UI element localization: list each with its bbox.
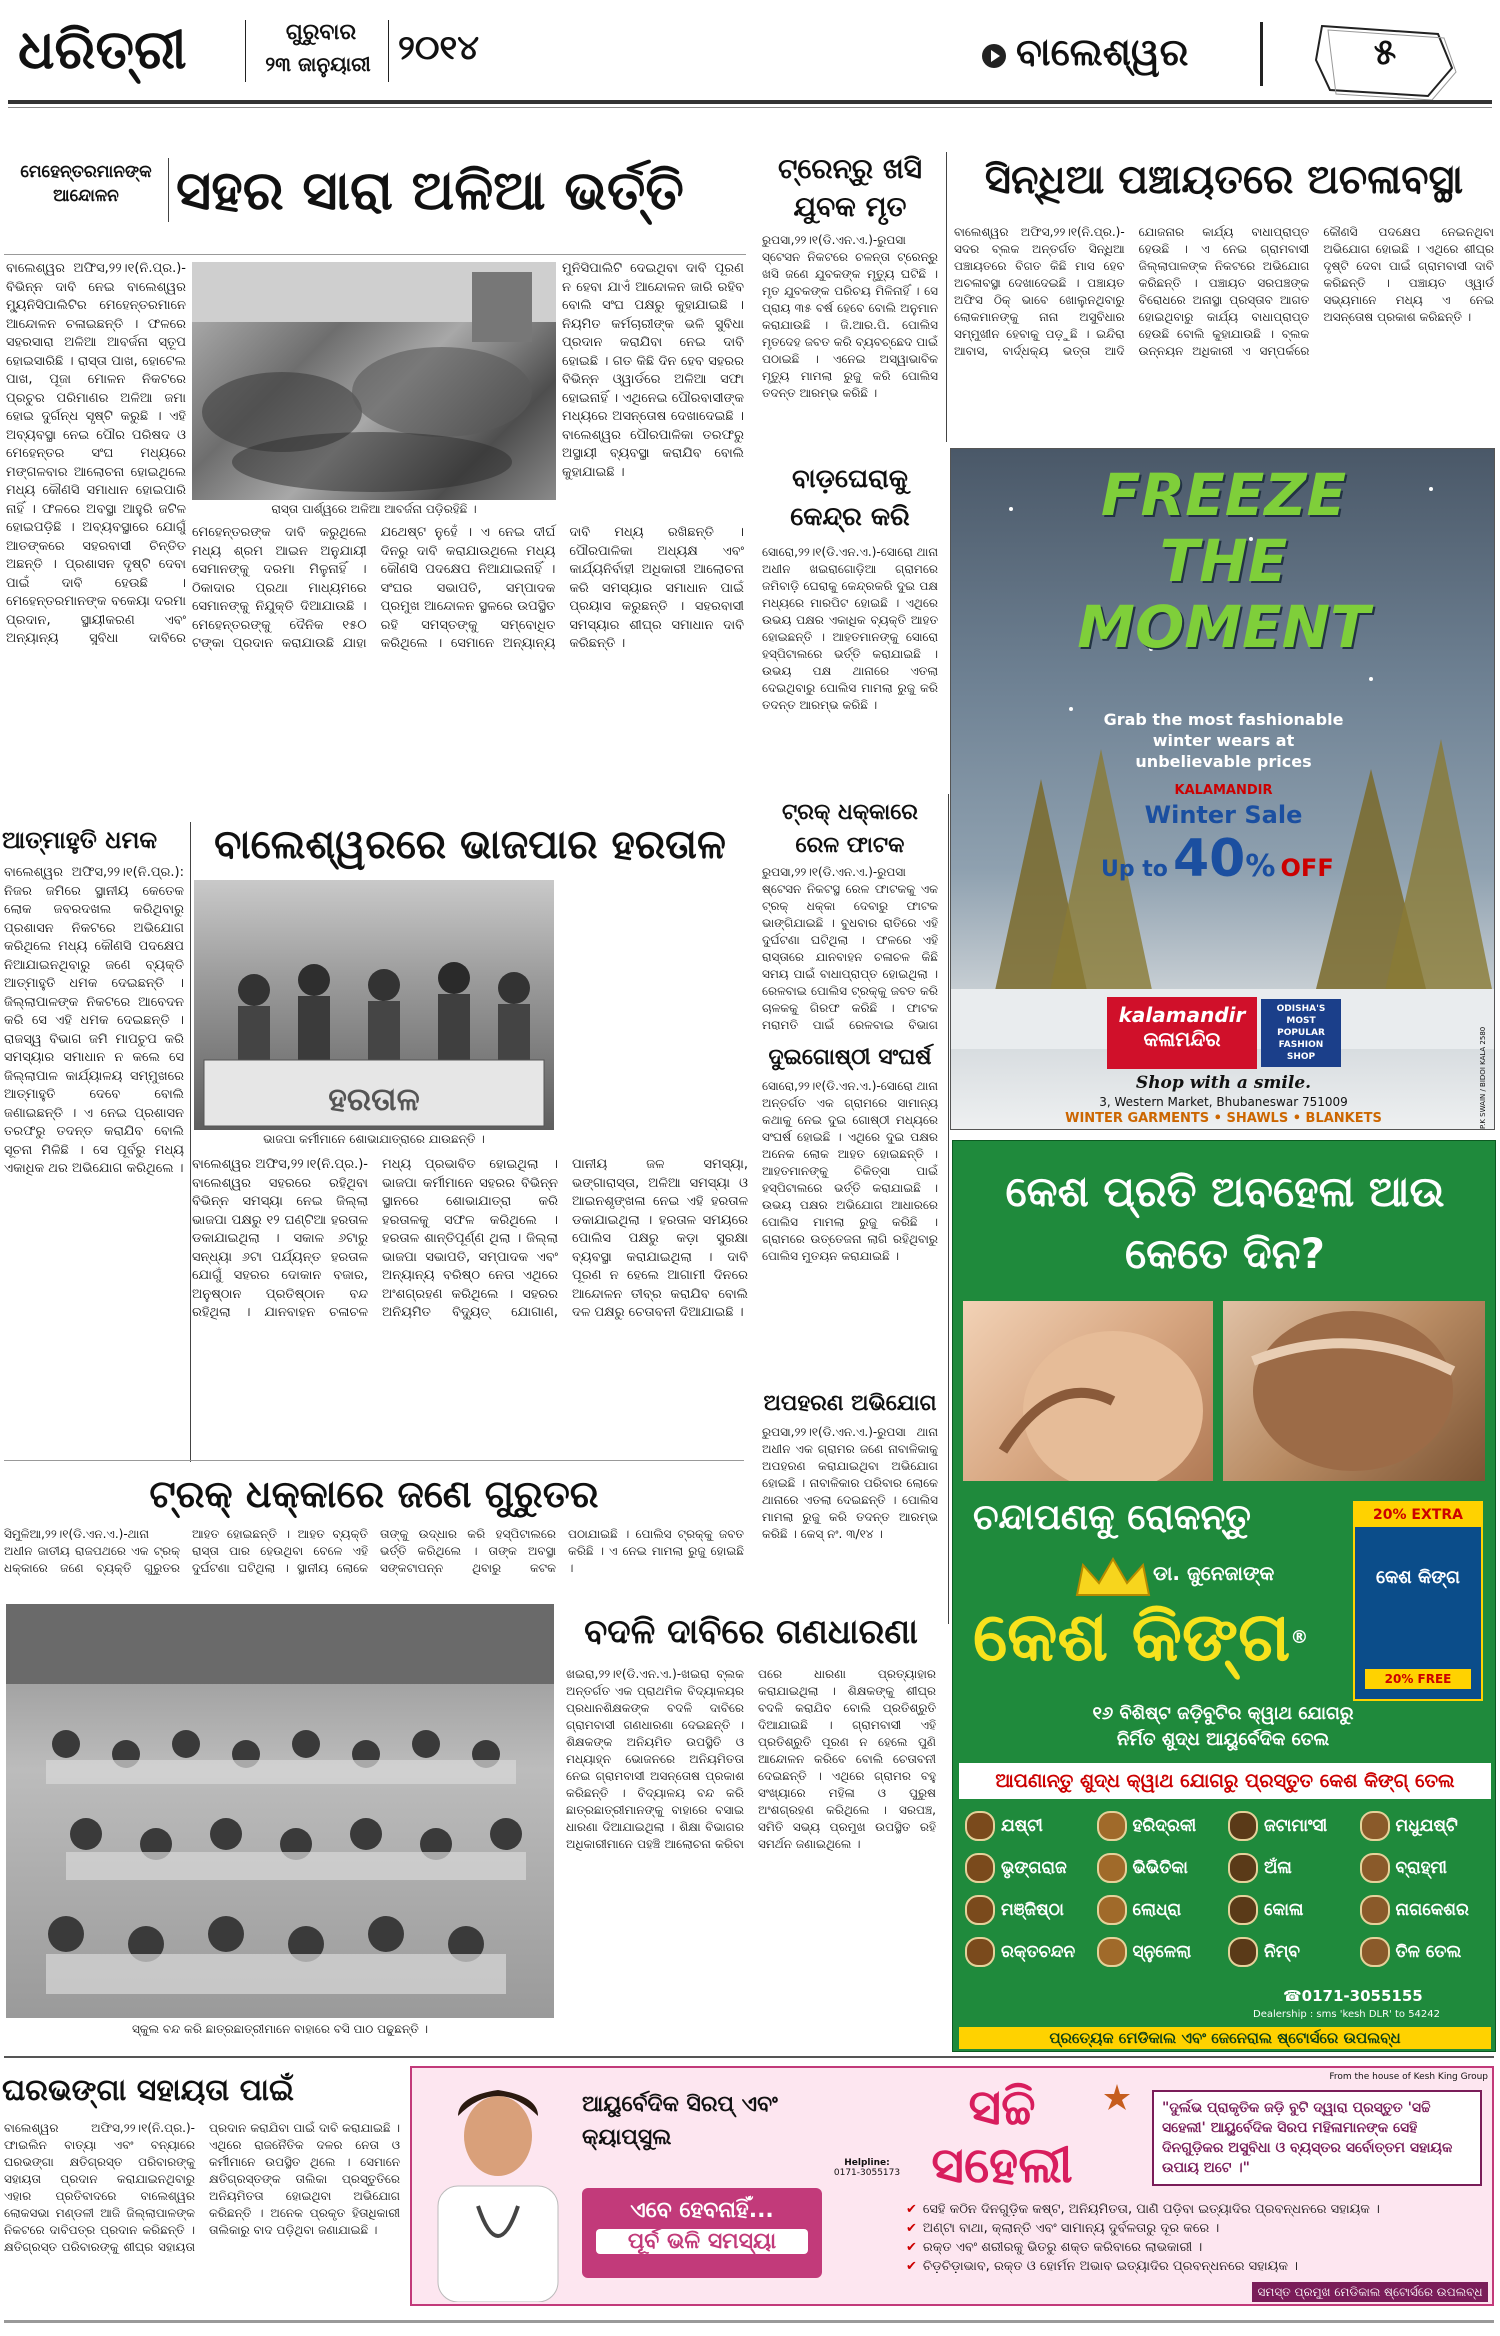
story-body: ଖଇରା,୨୨।୧(ଡି.ଏନ.ଏ.)-ଖଇରା ବ୍ଲକ ଅନ୍ତର୍ଗତ ଏକ ପ୍ରାଥମିକ ବିଦ୍ୟାଳୟର ପ୍ରଧାନଶିକ୍ଷକଙ୍କ ବଦଳି ଦାବିରେ ଗ୍ରାମବାସୀ ଗଣଧାରଣା ଦେଇଛନ୍ତି । ଶିକ୍ଷକଙ୍କ ଅନିୟମିତ ଉପସ୍ଥିତି ଓ ମଧ୍ୟାହ୍ନ ଭୋଜନରେ ଅନିୟମିତତା ନେଇ ଗ୍ରାମବାସୀ ଅସନ୍ତୋଷ ପ୍ରକାଶ କରିଛନ୍ତି । ବିଦ୍ୟାଳୟ ବନ୍ଦ କରି ଛାତ୍ରଛାତ୍ରୀମାନଙ୍କୁ ବାହାରେ ବସାଇ ଧାରଣା ଦିଆଯାଇଥିଲା । ଶିକ୍ଷା ବିଭାଗର ଅଧିକାରୀମାନେ ପହଞ୍ଚି ଆଲୋଚନା କରିବା ପରେ ଧାରଣା ପ୍ରତ୍ୟାହାର କରାଯାଇଥିଲା । ଶିକ୍ଷକଙ୍କୁ ଶୀଘ୍ର ବଦଳି କରାଯିବ ବୋଲି ପ୍ରତିଶ୍ରୁତି ଦିଆଯାଇଛି । ଗ୍ରାମବାସୀ ଏହି ପ୍ରତିଶ୍ରୁତି ପୂରଣ ନ ହେଲେ ପୁଣି ଆନ୍ଦୋଳନ କରିବେ ବୋଲି ଚେତାବନୀ ଦେଇଛନ୍ତି । ଏଥିରେ ଗ୍ରାମର ବହୁ ସଂଖ୍ୟାରେ ମହିଳା ଓ ପୁରୁଷ ଅଂଶଗ୍ରହଣ କରିଥିଲେ । ସରପଞ୍ଚ, ସମିତି ସଭ୍ୟ ପ୍ରମୁଖ ଉପସ୍ଥିତ ରହି ସମର୍ଥନ ଜଣାଇଥିଲେ । [566,1667,936,1851]
story-body: ବାଲେଶ୍ୱର ଅଫିସ,୨୨।୧(ନି.ପ୍ର.)- ଫାଇଲିନ ବାତ୍ୟା ଏବଂ ବନ୍ୟାରେ ଘରଭଙ୍ଗା କ୍ଷତିଗ୍ରସ୍ତ ପରିବାରଙ୍କୁ ସହାୟତା ପ୍ରଦାନ କରାଯାଇନଥିବାରୁ ଏହାର ପ୍ରତିବାଦରେ ବାଲେଶ୍ୱର ଲୋକସଭା ମଣ୍ଡଳୀ ଆଜି ଜିଲ୍ଲାପାଳଙ୍କ ନିକଟରେ ଦାବିପତ୍ର ପ୍ରଦାନ କରିଛନ୍ତି । କ୍ଷତିଗ୍ରସ୍ତ ପରିବାରଙ୍କୁ ଶୀଘ୍ର ସହାୟତା ପ୍ରଦାନ କରାଯିବା ପାଇଁ ଦାବି କରାଯାଇଛି । ଏଥିରେ ରାଜନୈତିକ ଦଳର ନେତା ଓ କର୍ମୀମାନେ ଉପସ୍ଥିତ ଥିଲେ । ସେମାନେ କ୍ଷତିଗ୍ରସ୍ତଙ୍କ ତାଲିକା ପ୍ରସ୍ତୁତିରେ ଅନିୟମିତତା ହୋଇଥିବା ଅଭିଯୋଗ କରିଛନ୍ତି । ଅନେକ ପ୍ରକୃତ ହିତାଧିକାରୀ ତାଲିକାରୁ ବାଦ ପଡ଼ିଥିବା ଜଣାଯାଇଛି । [4,2121,400,2254]
herb-icon [1360,1895,1390,1925]
herb-label: ଭୃଙ୍ଗରାଜ [1001,1858,1067,1878]
banner-text: ହରତାଳ [328,1080,420,1118]
headline: ଆତ୍ମାହୁତି ଧମକ [2,826,158,854]
headline: ଟ୍ରେନ୍‌ରୁ ଖସି ଯୁବକ ମୃତ [777,152,923,223]
ad-headline-2: THE [1159,527,1288,591]
herb-icon [1228,1937,1258,1967]
headline: ଘରଭଙ୍ଗା ସହାୟତା ପାଇଁ [2,2073,294,2108]
herb-icon [1097,1853,1127,1883]
pack-brand: କେଶ କିଙ୍ଗ [1375,1567,1460,1588]
benefit-list [906,2200,1486,2280]
story-body: ରୁପସା,୨୨।୧(ଡି.ଏନ.ଏ.)-ରୁପସା ଥାନା ଅଧୀନ ଏକ ଗ୍ରାମର ଜଣେ ନାବାଳିକାକୁ ଅପହରଣ କରାଯାଇଥିବା ଅଭିଯୋଗ ହୋଇଛି । ନାବାଳିକାର ପରିବାର ଲୋକେ ଥାନାରେ ଏତଲା ଦେଇଛନ୍ତି । ପୋଲିସ ମାମଲା ରୁଜୁ କରି ତଦନ୍ତ ଆରମ୍ଭ କରିଛି । କେସ୍ ନଂ. ୩/୧୪ । [762,1425,938,1541]
herb-item [1097,1805,1223,1847]
herb-icon [1097,1811,1127,1841]
herb-item [965,1847,1091,1889]
benefit-item [906,2238,1486,2257]
keshking-pack [1353,1501,1483,1701]
herb-label: ସ୍ନୁଳେଲା [1132,1942,1192,1962]
ad-dealership: Dealership : sms 'kesh DLR' to 54242 [1253,2009,1441,2020]
herb-item [1097,1847,1223,1889]
story-kidnap-complaint [760,1386,940,1626]
herb-label: ଯଷ୍ଟୀ [1001,1816,1043,1836]
ad-brand-2: ସହେଲୀ [931,2136,1073,2194]
headline: ସିନ୍ଧିଆ ପଞ୍ଚାୟତରେ ଅଚଳାବସ୍ଥା [984,157,1464,203]
ad-brand [973,1593,1333,1683]
ad-headline-1: FREEZE [1100,461,1347,525]
story-body-mid: ମୁନିସିପାଲିଟି ଦେଇଥିବା ଦାବି ପୂରଣ ନ ହେବା ଯାଏଁ ଆନ୍ଦୋଳନ ଜାରି ରହିବ ବୋଲି ସଂଘ ପକ୍ଷରୁ କୁହାଯାଇଛି । ନିୟମିତ କର୍ମଚାରୀଙ୍କ ଭଳି ସୁବିଧା ପ୍ରଦାନ କରାଯିବା ନେଇ ଦାବି ହୋଇଛି । ଗତ କିଛି ଦିନ ହେବ ସହରର ବିଭିନ୍ନ ଓ୍ୱାର୍ଡରେ ଅଳିଆ ସଫା ହୋଇନାହିଁ । ଏଥିନେଇ ପୌରବାସୀଙ୍କ ମଧ୍ୟରେ ଅସନ୍ତୋଷ ଦେଖାଦେଇଛି । ବାଲେଶ୍ୱର ପୌରପାଳିକା ତରଫରୁ ଅସ୍ଥାୟୀ ବ୍ୟବସ୍ଥା କରାଯିବ ବୋଲି କୁହାଯାଇଛି । [562,261,744,480]
edition-name: ବାଲେଶ୍ୱର [1016,30,1189,74]
story-body: ରୁପସା,୨୨।୧(ଡି.ଏନ.ଏ.)-ରୁପସା ଷ୍ଟେସନ ନିକଟସ୍ଥ ରେଳ ଫାଟକକୁ ଏକ ଟ୍ରକ୍ ଧକ୍କା ଦେବାରୁ ଫାଟକ ଭାଙ୍ଗିଯାଇଛି । ବୁଧବାର ରାତିରେ ଏହି ଦୁର୍ଘଟଣା ଘଟିଥିଲା । ଫଳରେ ଏହି ରାସ୍ତାରେ ଯାନବାହନ ଚଳାଚଳ କିଛି ସମୟ ପାଇଁ ବାଧାପ୍ରାପ୍ତ ହୋଇଥିଲା । ରେଳବାଇ ପୋଲିସ ଟ୍ରକ୍‌କୁ ଜବତ କରି ଚାଳକକୁ ଗିରଫ କରିଛି । ଫାଟକ ମରାମତି ପାଇଁ ରେଳବାଇ ବିଭାଗ [762,865,938,1032]
ad-doctor: ଡା. ଜୁନେଜାଙ୍କ [1153,1561,1275,1585]
brand-name: କେଶ କିଙ୍ଗ [973,1598,1291,1677]
herb-item [965,1931,1091,1973]
kalamandir-logo [1107,997,1257,1069]
students-photo-caption: ସ୍କୁଲ ବନ୍ଦ କରି ଛାତ୍ରଛାତ୍ରୀମାନେ ବାହାରେ ବସି ପାଠ ପଢୁଛନ୍ତି । [131,2022,429,2036]
headline: ଟ୍ରକ୍ ଧକ୍କାରେ ରେଳ ଫାଟକ [782,800,918,858]
story-body: ସିମୁଳିଆ,୨୨।୧(ଡି.ଏନ.ଏ.)-ଥାନା ଅଧୀନ ଜାତୀୟ ରାଜପଥରେ ଏକ ଟ୍ରକ୍ ଧକ୍କାରେ ଜଣେ ବ୍ୟକ୍ତି ଗୁରୁତର ଆହତ ହୋଇଛନ୍ତି । ଆହତ ବ୍ୟକ୍ତି ରାସ୍ତା ପାର ହେଉଥିବା ବେଳେ ଏହି ଦୁର୍ଘଟଣା ଘଟିଥିଲା । ସ୍ଥାନୀୟ ଲୋକେ ତାଙ୍କୁ ଉଦ୍ଧାର କରି ହସ୍ପିଟାଲରେ ଭର୍ତ୍ତି କରିଥିଲେ । ତାଙ୍କ ଅବସ୍ଥା ସଙ୍କଟାପନ୍ନ ଥିବାରୁ କଟକ ପଠାଯାଇଛି । ପୋଲିସ ଟ୍ରକ୍‌କୁ ଜବତ କରିଛି । ଏ ନେଇ ମାମଲା ରୁଜୁ ହୋଇଛି । [4,1527,744,1575]
edition-bullet-icon [982,44,1006,68]
herb-item [1360,1931,1486,1973]
herb-label: କୋଳା [1264,1900,1304,1920]
story-sindhia-panchayat [952,150,1496,440]
ad-items: WINTER GARMENTS • SHAWLS • BLANKETS [1065,1111,1382,1126]
ad-brand-small: KALAMANDIR [1174,783,1273,798]
herb-label: ଲୋଧ୍ରା [1132,1900,1182,1920]
herb-label: ନିମ୍ବ [1264,1942,1301,1962]
herb-label: ଜଟାମାଂସୀ [1264,1816,1328,1836]
herb-label: ହରିଦ୍ରକୀ [1132,1816,1197,1836]
benefit-item [906,2200,1486,2219]
issue-day: ଗୁରୁବାର [285,20,357,45]
herb-icon [1360,1937,1390,1967]
keshking-ad [952,1140,1496,2052]
helpline-label: Helpline: [844,2158,890,2168]
herb-grid [965,1805,1485,1975]
hair-loss-photo-1 [963,1301,1213,1481]
ad-tagline: Grab the most fashionable winter wears at unbelievable prices [1103,710,1344,771]
ad-desc-2: ନିର୍ମିତ ଶୁଦ୍ଧ ଆୟୁର୍ବେଦିକ ତେଲ [1116,1729,1330,1750]
herb-item [1360,1889,1486,1931]
ad-off: OFF [1280,854,1334,882]
check-icon: ✔ [906,2221,917,2236]
ad-badge: ODISHA'S MOST POPULAR FASHION SHOP [1261,999,1341,1067]
ad-phone: ☎0171-3055155 [1283,1987,1423,2005]
herb-item [1228,1931,1354,1973]
story-body-right: ବାଲେଶ୍ୱର ଅଫିସ,୨୨।୧(ନି.ପ୍ର.)- ବାଲେଶ୍ୱର ସହରରେ ରହିଥିବା ବିଭିନ୍ନ ସମସ୍ୟା ନେଇ ଜିଲ୍ଲା ଭାଜପା ପକ୍ଷରୁ ୧୨ ଘଣ୍ଟିଆ ହରତାଳ ଡକାଯାଇଥିଲା । ସକାଳ ୬ଟାରୁ ସନ୍ଧ୍ୟା ୬ଟା ପର୍ଯ୍ୟନ୍ତ ହରତାଳ ଯୋଗୁଁ ସହରର ଦୋକାନ ବଜାର, ଅନୁଷ୍ଠାନ ପ୍ରତିଷ୍ଠାନ ବନ୍ଦ ରହିଥିଲା । ଯାନବାହନ ଚଳାଚଳ ମଧ୍ୟ ପ୍ରଭାବିତ ହୋଇଥିଲା । ଭାଜପା କର୍ମୀମାନେ ସହରର ବିଭିନ୍ନ ସ୍ଥାନରେ ଶୋଭାଯାତ୍ରା କରି ହରତାଳକୁ ସଫଳ କରିଥିଲେ । ହରତାଳ ଶାନ୍ତିପୂର୍ଣ୍ଣ ଥିଲା । ଜିଲ୍ଲା ଭାଜପା ସଭାପତି, ସମ୍ପାଦକ ଏବଂ ଅନ୍ୟାନ୍ୟ ବରିଷ୍ଠ ନେତା ଏଥିରେ ଅଂଶଗ୍ରହଣ କରିଥିଲେ । ସହରର ଅନିୟମିତ ବିଦ୍ୟୁତ୍ ଯୋଗାଣ, ପାନୀୟ ଜଳ ସମସ୍ୟା, ଭଙ୍ଗାରାସ୍ତା, ଅଳିଆ ସମସ୍ୟା ଓ ଆଇନଶୃଙ୍ଖଳା ନେଇ ଏହି ହରତାଳ ଡକାଯାଇଥିଲା । ହରତାଳ ସମୟରେ ପୋଲିସ ପକ୍ଷରୁ କଡ଼ା ସୁରକ୍ଷା ବ୍ୟବସ୍ଥା କରାଯାଇଥିଲା । ଦାବି ପୂରଣ ନ ହେଲେ ଆଗାମୀ ଦିନରେ ଆନ୍ଦୋଳନ ତୀବ୍ର କରାଯିବ ବୋଲି ଦଳ ପକ୍ଷରୁ ଚେତାବନୀ ଦିଆଯାଇଛି । [192,1157,748,1320]
ad-sale: Winter Sale [1144,801,1303,829]
story-body-bottom: ମେହେନ୍ତରଙ୍କ ଦାବି କରୁଥିଲେ ମଧ୍ୟ ଶ୍ରମ ଆଇନ ଅନୁଯାୟୀ ସେମାନଙ୍କୁ ଦରମା ମିଳୁନାହିଁ । ଠିକାଦାର ପ୍ରଥା ମାଧ୍ୟମରେ ସେମାନଙ୍କୁ ନିଯୁକ୍ତି ଦିଆଯାଉଛି । ମେହେନ୍ତରଙ୍କୁ ଦୈନିକ ୧୫୦ ଟଙ୍କା ପ୍ରଦାନ କରାଯାଉଛି ଯାହା ଯଥେଷ୍ଟ ନୁହେଁ । ଏ ନେଇ ଦୀର୍ଘ ଦିନରୁ ଦାବି କରାଯାଉଥିଲେ ମଧ୍ୟ କୌଣସି ପଦକ୍ଷେପ ନିଆଯାଇନାହିଁ । ସଂଘର ସଭାପତି, ସମ୍ପାଦକ ପ୍ରମୁଖ ଆନ୍ଦୋଳନ ସ୍ଥଳରେ ଉପସ୍ଥିତ ରହି ସମସ୍ତଙ୍କୁ ସମ୍ବୋଧିତ କରିଥିଲେ । ସେମାନେ ଅନ୍ୟାନ୍ୟ ଦାବି ମଧ୍ୟ ରଖିଛନ୍ତି । ପୌରପାଳିକା ଅଧ୍ୟକ୍ଷ ଏବଂ କାର୍ଯ୍ୟନିର୍ବାହୀ ଅଧିକାରୀ ଆଲୋଚନା କରି ସମସ୍ୟାର ସମାଧାନ ପାଇଁ ପ୍ରୟାସ କରୁଛନ୍ତି । ସହରବାସୀ ସମସ୍ୟାର ଶୀଘ୍ର ସମାଧାନ ଦାବି କରିଛନ୍ତି । [192,525,744,651]
ad-slogan: Shop with a smile. [1135,1073,1312,1093]
headline: ବାଡ଼ଘେରାକୁ କେନ୍ଦ୍ର କରି [790,464,910,532]
photo-caption: ଭାଜପା କର୍ମୀମାନେ ଶୋଭାଯାତ୍ରାରେ ଯାଉଛନ୍ତି । [263,1132,485,1146]
herb-label: ନାଗକେଶର [1395,1900,1469,1920]
sachi-saheli-ad [410,2066,1494,2306]
herb-item [1228,1805,1354,1847]
herb-icon [965,1895,995,1925]
paper-name-logo: ଧରିତ୍ରୀ [18,18,187,81]
story-body: ରୁପସା,୨୨।୧(ଡି.ଏନ.ଏ.)-ରୁପସା ସ୍ଟେସନ ନିକଟରେ ଚଳନ୍ତା ଟ୍ରେନ୍‌ରୁ ଖସି ଜଣେ ଯୁବକଙ୍କ ମୃତ୍ୟୁ ଘଟିଛି । ମୃତ ଯୁବକଙ୍କ ପରିଚୟ ମିଳିନାହିଁ । ସେ ପ୍ରାୟ ୩୫ ବର୍ଷ ହେବେ ବୋଲି ଅନୁମାନ କରାଯାଉଛି । ଜି.ଆର.ପି. ପୋଲିସ ମୃତଦେହ ଜବତ କରି ବ୍ୟବଚ୍ଛେଦ ପାଇଁ ପଠାଇଛି । ଏନେଇ ଅସ୍ୱାଭାବିକ ମୃତ୍ୟୁ ମାମଲା ରୁଜୁ କରି ପୋଲିସ ତଦନ୍ତ ଆରମ୍ଭ କରିଛି । [762,233,938,400]
herb-icon [1228,1853,1258,1883]
logo-or: କଳାମନ୍ଦିର [1143,1027,1221,1051]
doctor-figure [418,2076,578,2302]
herb-item [1228,1847,1354,1889]
helpline-number: 0171-3055173 [833,2168,901,2178]
herb-label: ରକ୍ତଚନ୍ଦନ [1001,1942,1076,1962]
headline: ବାଲେଶ୍ୱରରେ ଭାଜପାର ହରତାଳ [214,822,726,868]
logo-en: kalamandir [1118,1003,1246,1027]
benefit-item [906,2219,1486,2238]
check-icon: ✔ [906,2202,917,2217]
ad-banner-2: ପୂର୍ବ ଭଳି ସମସ୍ୟା [596,2229,808,2254]
herb-icon [965,1937,995,1967]
story-group-clash [760,1040,940,1380]
herb-label: ଅଁଳା [1264,1858,1292,1878]
benefit-text: ସେହି କଠିନ ଦିନଗୁଡ଼ିକ କଷ୍ଟ, ଅନିୟମିତତା, ପାଣି ପଡ଼ିବା ଇତ୍ୟାଦିର ପ୍ରବନ୍ଧନରେ ସହାୟକ । [922,2202,1380,2217]
herb-item [1360,1847,1486,1889]
herb-icon [1097,1937,1127,1967]
story-self-immolation-threat [0,820,186,1450]
herb-icon [965,1853,995,1883]
ad-desc-1: ୧୬ ବିଶିଷ୍ଟ ଜଡ଼ିବୁଟିର କ୍ୱାଥ ଯୋଗରୁ [1092,1703,1354,1724]
kalamandir-ad [950,448,1495,1130]
ad-upto: Up to [1101,857,1168,882]
kicker: ମେହେନ୍ତରମାନଙ୍କ ଆନ୍ଦୋଳନ [20,162,152,206]
ad-banner-1: ଏବେ ହେବନାହିଁ... [630,2198,774,2223]
story-fence-fight [760,460,940,790]
registered-mark: ® [1290,1627,1309,1648]
ad-quote: "ଦୁର୍ଲଭ ପ୍ରାକୃତିକ ଜଡ଼ି ବୁଟି ଦ୍ୱାରା ପ୍ରସ୍ତୁତ 'ସଚ୍ଚି ସହେଲୀ' ଆୟୁର୍ବେଦିକ ସିରପ ମହିଳାମାନଙ୍କ ସେହି ଦିନଗୁଡ଼ିକର ଅସୁବିଧା ଓ ବ୍ୟସ୍ତର ସର୍ବୋତ୍ତମ ସହାୟକ ଉପାୟ ଅଟେ ।" [1152,2090,1482,2186]
pack-extra: 20% EXTRA [1355,1503,1481,1527]
herb-icon [965,1811,995,1841]
check-icon: ✔ [906,2259,917,2274]
story-train-death [760,150,940,450]
check-icon: ✔ [906,2240,917,2255]
pack-free: 20% FREE [1365,1669,1471,1689]
headline: ଦୁଇଗୋଷ୍ଠୀ ସଂଘର୍ଷ [768,1045,932,1070]
benefit-text: ରକ୍ତ ଏବଂ ଶରୀରକୁ ଭିତରୁ ଶକ୍ତ କରିବାରେ ଲାଭକାରୀ । [922,2240,1203,2255]
story-body: ବାଲେଶ୍ୱର ଅଫିସ,୨୨।୧(ନି.ପ୍ର.)- ସଦର ବ୍ଲକ ଅନ୍ତର୍ଗତ ସିନ୍ଧିଆ ପଞ୍ଚାୟତରେ ବିଗତ କିଛି ମାସ ହେବ ଅଚଳାବସ୍ଥା ଦେଖାଦେଇଛି । ପଞ୍ଚାୟତ ଅଫିସ ଠିକ୍ ଭାବେ ଖୋଲୁନଥିବାରୁ ଲୋକମାନଙ୍କୁ ନାନା ଅସୁବିଧାର ସମ୍ମୁଖୀନ ହେବାକୁ ପଡ଼ୁଛି । ଇନ୍ଦିରା ଆବାସ, ବାର୍ଦ୍ଧକ୍ୟ ଭତ୍ତା ଆଦି ଯୋଜନାର କାର୍ଯ୍ୟ ବାଧାପ୍ରାପ୍ତ ହେଉଛି । ଏ ନେଇ ଗ୍ରାମବାସୀ ଜିଲ୍ଲାପାଳଙ୍କ ନିକଟରେ ଅଭିଯୋଗ କରିଛନ୍ତି । ପଞ୍ଚାୟତ ସରପଞ୍ଚଙ୍କ ବିରୋଧରେ ଅନାସ୍ଥା ପ୍ରସ୍ତାବ ଆଗତ ହୋଇଥିବାରୁ କାର୍ଯ୍ୟ ବାଧାପ୍ରାପ୍ତ ହେଉଛି ବୋଲି କୁହାଯାଉଛି । ବ୍ଲକ ଉନ୍ନୟନ ଅଧିକାରୀ ଏ ସମ୍ପର୍କରେ କୌଣସି ପଦକ୍ଷେପ ନେଇନଥିବା ଅଭିଯୋଗ ହୋଇଛି । ଏଥିରେ ଶୀଘ୍ର ଦୃଷ୍ଟି ଦେବା ପାଇଁ ଗ୍ରାମବାସୀ ଦାବି କରିଛନ୍ତି । ପଞ୍ଚାୟତ ଓ୍ୱାର୍ଡ ସଭ୍ୟମାନେ ମଧ୍ୟ ଏ ନେଇ ଅସନ୍ତୋଷ ପ୍ରକାଶ କରିଛନ୍ତି । [954,225,1494,358]
students-photo [6,1604,554,2018]
herb-item [965,1805,1091,1847]
herb-icon [1228,1811,1258,1841]
ad-house: From the house of Kesh King Group [1329,2072,1488,2082]
story-bjp-hartal [192,816,748,1456]
ad-heading: କେଶ ପ୍ରତି ଅବହେଳା ଆଉ କେତେ ଦିନ? [1005,1167,1445,1278]
leaf-icon [1102,2082,1132,2112]
story-truck-injury [0,1460,748,1600]
herb-item [1097,1931,1223,1973]
ad-product: ଆୟୁର୍ବେଦିକ ସିରପ୍ ଏବଂ କ୍ୟାପ୍‌ସୁଲ [582,2092,778,2150]
headline: ସହର ସାରା ଅଳିଆ ଭର୍ତ୍ତି [176,159,684,222]
ad-offer [1101,829,1351,889]
issue-year: ୨୦୧୪ [398,28,480,68]
photo-caption: ରାସ୍ତା ପାର୍ଶ୍ୱରେ ଅଳିଆ ଆବର୍ଜନା ପଡ଼ିରହିଛି । [271,502,477,516]
herb-label: ମଞ୍ଜିଷ୍ଠା [1001,1900,1064,1920]
herb-icon [1360,1853,1390,1883]
ad-sub: ଚନ୍ଦାପଣକୁ ରୋକନ୍ତୁ [973,1497,1251,1538]
ad-brand-1: ସଚ୍ଚି [968,2078,1036,2136]
headline: ବଦଳି ଦାବିରେ ଗଣଧାରଣା [584,1612,918,1652]
herb-item [965,1889,1091,1931]
page-number-tab [1310,20,1460,100]
ad-headline-3: MOMENT [1077,593,1370,657]
headline: ଟ୍ରକ୍ ଧକ୍କାରେ ଜଣେ ଗୁରୁତର [149,1472,599,1516]
benefit-text: ଅଣ୍ଟା ବାଥା, କ୍ଲାନ୍ତି ଏବଂ ସାମାନ୍ୟ ଦୁର୍ବଳତାରୁ ଦୂର କରେ । [922,2221,1220,2236]
herb-icon [1097,1895,1127,1925]
garbage-photo [192,262,556,500]
benefit-text: ଚିଡ଼ଚିଡ଼ାଭାବ, ରକ୍ତ ଓ ହୋର୍ମନ ଅଭାବ ଇତ୍ୟାଦିର ପ୍ରବନ୍ଧନରେ ସହାୟକ । [922,2259,1298,2274]
herb-item [1097,1889,1223,1931]
masthead [0,0,1500,112]
ad-banner [582,2188,822,2278]
issue-date: ୨୩ ଜାନୁୟାରୀ [265,52,371,76]
ad-footer: ପ୍ରତ୍ୟେକ ମେଡିକାଲ ଏବଂ ଜେନେରାଲ ଷ୍ଟୋର୍ସରେ ଉପଲବ୍ଧ [959,2027,1491,2049]
ad-credit: P.K SWAIN / BIDOI KALA 2580 [1479,1026,1487,1129]
herb-icon [1228,1895,1258,1925]
herb-label: ମଧୁଯଷ୍ଟି [1395,1816,1458,1836]
ad-address: 3, Western Market, Bhubaneswar 751009 [1099,1095,1348,1109]
story-body-left: ବାଲେଶ୍ୱର ଅଫିସ,୨୨।୧(ନି.ପ୍ର.)- ବିଭିନ୍ନ ଦାବି ନେଇ ବାଲେଶ୍ୱର ମ୍ୟୁନିସିପାଲିଟିର ମେହେନ୍ତରମାନେ ଆନ୍ଦୋଳନ ଚଳାଇଛନ୍ତି । ଫଳରେ ସହରସାରା ଅଳିଆ ଆବର୍ଜନା ସ୍ତୂପ ହୋଇସାରିଛି । ରାସ୍ତା ପାଖ, ହୋଟେଲ ପାଖ, ପୂଜା ମୋଳନ ନିକଟରେ ପ୍ରଚୁର ପରିମାଣର ଅଳିଆ ଜମା ହୋଇ ଦୁର୍ଗନ୍ଧ ସୃଷ୍ଟି କରୁଛି । ଏହି ଅବ୍ୟବସ୍ଥା ନେଇ ପୌର ପରିଷଦ ଓ ମେହେନ୍ତର ସଂଘ ମଧ୍ୟରେ ମଙ୍ଗଳବାର ଆଲୋଚନା ହୋଇଥିଲେ ମଧ୍ୟ କୌଣସି ସମାଧାନ ହୋଇପାରି ନାହିଁ । ଫଳରେ ଅବସ୍ଥା ଆହୁରି ଜଟିଳ ହୋଇପଡ଼ିଛି । ଅବ୍ୟବସ୍ଥାରେ ଯୋଗୁଁ ଆତଙ୍କରେ ସହରବାସୀ ଚିନ୍ତିତ ଅଛନ୍ତି । ପ୍ରଶାସନ ଦୃଷ୍ଟି ଦେବା ପାଇଁ ଦାବି ହେଉଛି । ମେହେନ୍ତରମାନଙ୍କ ବକେୟା ଦରମା ପ୍ରଦାନ, ସ୍ଥାୟୀକରଣ ଏବଂ ଅନ୍ୟାନ୍ୟ ସୁବିଧା ଦାବିରେ [6,261,186,645]
story-body: ସୋରୋ,୨୨।୧(ଡି.ଏନ.ଏ.)-ସୋରୋ ଥାନା ଅଧୀନ ଖଇରାଗୋଡ଼ିଆ ଗ୍ରାମରେ ଜମିବାଡ଼ି ଘେରାକୁ କେନ୍ଦ୍ରକରି ଦୁଇ ପକ୍ଷ ମଧ୍ୟରେ ମାରପିଟ ହୋଇଛି । ଏଥିରେ ଉଭୟ ପକ୍ଷର ଏକାଧିକ ବ୍ୟକ୍ତି ଆହତ ହୋଇଛନ୍ତି । ଆହତମାନଙ୍କୁ ସୋରୋ ହସ୍ପିଟାଲରେ ଭର୍ତ୍ତି କରାଯାଇଛି । ଉଭୟ ପକ୍ଷ ଥାନାରେ ଏତଲା ଦେଇଥିବାରୁ ପୋଲିସ ମାମଲା ରୁଜୁ କରି ତଦନ୍ତ ଆରମ୍ଭ କରିଛି । [762,545,938,712]
story-transfer-dharana [562,1604,940,2044]
herb-item [1360,1805,1486,1847]
story-body: ସୋରୋ,୨୨।୧(ଡି.ଏନ.ଏ.)-ସୋରୋ ଥାନା ଅନ୍ତର୍ଗତ ଏକ ଗ୍ରାମରେ ସାମାନ୍ୟ କଥାକୁ ନେଇ ଦୁଇ ଗୋଷ୍ଠୀ ମଧ୍ୟରେ ସଂଘର୍ଷ ହୋଇଛି । ଏଥିରେ ଦୁଇ ପକ୍ଷର ଅନେକ ଲୋକ ଆହତ ହୋଇଛନ୍ତି । ଆହତମାନଙ୍କୁ ଚିକିତ୍ସା ପାଇଁ ହସ୍ପିଟାଲରେ ଭର୍ତ୍ତି କରାଯାଇଛି । ଉଭୟ ପକ୍ଷର ଅଭିଯୋଗ ଆଧାରରେ ପୋଲିସ ମାମଲା ରୁଜୁ କରିଛି । ଗ୍ରାମରେ ଉତ୍ତେଜନା ଲାଗି ରହିଥିବାରୁ ପୋଲିସ ମୁତୟନ କରାଯାଇଛି । [762,1079,938,1263]
story-rail-gate [760,796,940,1036]
hair-loss-photo-2 [1223,1301,1485,1481]
ad-percent: 40 [1173,829,1246,889]
ad-footer: ସମସ୍ତ ପ୍ରମୁଖ ମେଡିକାଲ ଷ୍ଟୋର୍ସରେ ଉପଲବ୍ଧ [1252,2282,1488,2302]
benefit-item [906,2257,1486,2276]
ad-percent-sign: % [1245,849,1276,884]
page-number: ୫ [1373,32,1397,73]
herb-label: ବ୍ରାହ୍ମୀ [1395,1858,1447,1878]
story-body: ବାଲେଶ୍ୱର ଅଫିସ,୨୨।୧(ନି.ପ୍ର.): ନିଜର ଜମିରେ ସ୍ଥାନୀୟ କେତେକ ଲୋକ ଜବରଦଖଲ କରିଥିବାରୁ ପ୍ରଶାସନ ନିକଟରେ ଅଭିଯୋଗ କରିଥିଲେ ମଧ୍ୟ କୌଣସି ପଦକ୍ଷେପ ନିଆଯାଇନଥିବାରୁ ଜଣେ ବ୍ୟକ୍ତି ଆତ୍ମାହୁତି ଧମକ ଦେଇଛନ୍ତି । ଜିଲ୍ଲାପାଳଙ୍କ ନିକଟରେ ଆବେଦନ କରି ସେ ଏହି ଧମକ ଦେଇଛନ୍ତି । ରାଜସ୍ୱ ବିଭାଗ ଜମି ମାପଚୁପ କରି ସମସ୍ୟାର ସମାଧାନ ନ କଲେ ସେ ଜିଲ୍ଲାପାଳ କାର୍ଯ୍ୟାଳୟ ସମ୍ମୁଖରେ ଆତ୍ମାହୁତି ଦେବେ ବୋଲି ଜଣାଇଛନ୍ତି । ଏ ନେଇ ପ୍ରଶାସନ ତରଫରୁ ତଦନ୍ତ କରାଯିବ ବୋଲି ସୂଚନା ମିଳିଛି । ସେ ପୂର୍ବରୁ ମଧ୍ୟ ଏକାଧିକ ଥର ଅଭିଯୋଗ କରିଥିଲେ । [4,865,184,1176]
story-sahar-alia [0,150,750,795]
ad-band: ଆପଣାନ୍ତୁ ଶୁଦ୍ଧ କ୍ୱାଥ ଯୋଗରୁ ପ୍ରସ୍ତୁତ କେଶ କିଙ୍ଗ୍ ତେଲ [959,1763,1491,1799]
headline: ଅପହରଣ ଅଭିଯୋଗ [763,1391,937,1416]
herb-label: ଭିଭିତିକା [1132,1858,1188,1878]
herb-icon [1360,1811,1390,1841]
hartal-rally-photo [194,880,554,1130]
story-house-damage-demand [0,2066,404,2316]
herb-label: ତିଳ ତେଲ [1395,1942,1462,1962]
herb-item [1228,1889,1354,1931]
